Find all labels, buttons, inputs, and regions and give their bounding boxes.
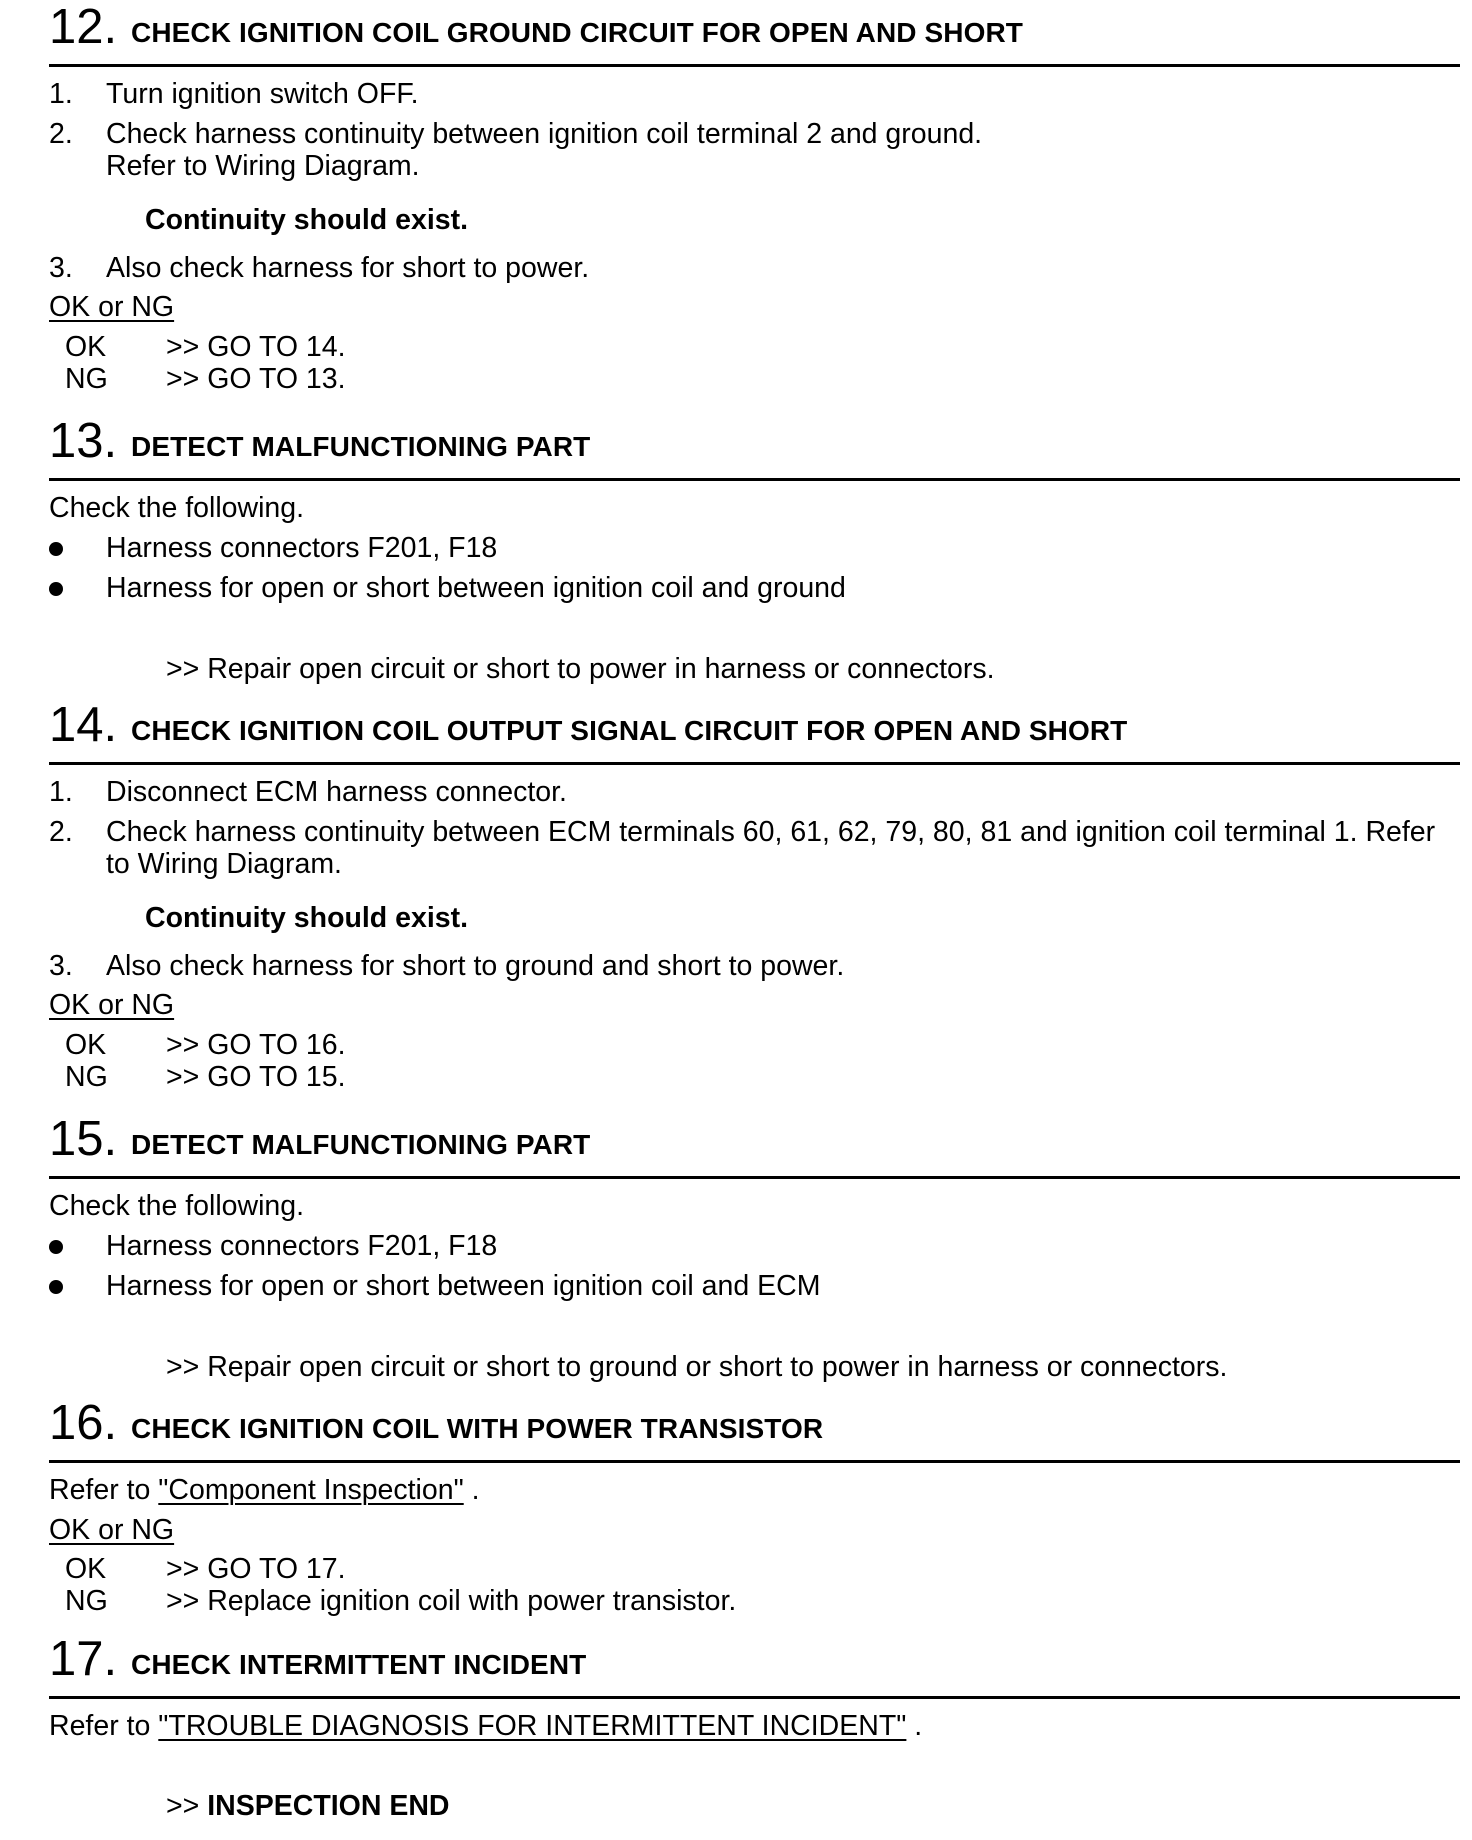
step-12: 12. CHECK IGNITION COIL GROUND CIRCUIT FOR OPEN AND SHORT 1. Turn ignition switch OFF. 2. Check harness continuity between ignition coil terminal 2 and ground. Refer to Wiring Diagram. Continuity should exist. 3. Also check harness for short to power. OK or NG OK >> GO TO 14. NG >> GO TO 13. bbox=[49, 0, 1460, 400]
bullet-icon bbox=[49, 582, 63, 596]
step-12-header bbox=[49, 0, 1460, 67]
step-14-header bbox=[49, 698, 1460, 765]
intro-text: Check the following. bbox=[49, 1190, 305, 1222]
bullet-icon bbox=[49, 1280, 63, 1294]
step-16: 16. CHECK IGNITION COIL WITH POWER TRANSISTOR Refer to "Component Inspection" . OK or NG OK >> GO TO 17. NG >> Replace ignition coil with power transistor. bbox=[49, 1396, 1460, 1616]
step-number: 16. bbox=[49, 1396, 118, 1450]
component-inspection-link[interactable]: "Component Inspection" bbox=[158, 1474, 464, 1506]
step-14: 14. CHECK IGNITION COIL OUTPUT SIGNAL CIRCUIT FOR OPEN AND SHORT 1. Disconnect ECM harness connector. 2. Check harness continuity between ECM terminals 60, 61, 62, 79, 80, 81 and ignition coil terminal 1. Refer to Wiring Diagram. Continuity should exist. 3. Also check harness for short to ground and short to power. OK or NG OK >> GO TO 16. NG >> GO TO 15. bbox=[49, 698, 1460, 1098]
action-text: >> Repair open circuit or short to power in harness or connectors. bbox=[166, 653, 995, 685]
trouble-diagnosis-link[interactable]: "TROUBLE DIAGNOSIS FOR INTERMITTENT INCIDENT" bbox=[158, 1710, 907, 1742]
spec-note: Continuity should exist. bbox=[145, 204, 469, 236]
refer-line: Refer to "TROUBLE DIAGNOSIS FOR INTERMITTENT INCIDENT" . bbox=[49, 1710, 923, 1742]
inspection-end: >> INSPECTION END bbox=[166, 1790, 450, 1822]
step-17 bbox=[49, 1632, 1460, 1832]
step-number: 17. bbox=[49, 1632, 118, 1686]
step-title: CHECK IGNITION COIL OUTPUT SIGNAL CIRCUIT FOR OPEN AND SHORT bbox=[131, 715, 1128, 746]
step-16-header bbox=[49, 1396, 1460, 1463]
step-15-header bbox=[49, 1112, 1460, 1179]
bullet-icon bbox=[49, 1240, 63, 1254]
intro-text: Check the following. bbox=[49, 492, 305, 524]
bullet-icon bbox=[49, 542, 63, 556]
ok-or-ng-label: OK or NG bbox=[49, 291, 175, 323]
step-13: 13. DETECT MALFUNCTIONING PART Check the following. Harness connectors F201, F18 Harness for open or short between ignition coil and ground >> Repair open circuit or short to power in harness or connectors. bbox=[49, 414, 1460, 694]
step-number: 13. bbox=[49, 414, 118, 468]
step-13-header bbox=[49, 414, 1460, 481]
step-title: DETECT MALFUNCTIONING PART bbox=[131, 1129, 591, 1160]
step-number: 14. bbox=[49, 698, 118, 752]
step-number: 12. bbox=[49, 0, 118, 54]
step-title: CHECK INTERMITTENT INCIDENT bbox=[131, 1649, 587, 1680]
step-17-header bbox=[49, 1632, 1460, 1699]
step-title: CHECK IGNITION COIL WITH POWER TRANSISTOR bbox=[131, 1413, 824, 1444]
step-number: 15. bbox=[49, 1112, 118, 1166]
step-15: 15. DETECT MALFUNCTIONING PART Check the following. Harness connectors F201, F18 Harness for open or short between ignition coil and ECM >> Repair open circuit or short to ground or short to power in harness or connectors. bbox=[49, 1112, 1460, 1392]
ok-or-ng-label: OK or NG bbox=[49, 989, 175, 1021]
step-title: DETECT MALFUNCTIONING PART bbox=[131, 431, 591, 462]
action-text: >> Repair open circuit or short to ground or short to power in harness or connectors. bbox=[166, 1351, 1228, 1383]
refer-line: Refer to "Component Inspection" . bbox=[49, 1474, 480, 1506]
ok-or-ng-label: OK or NG bbox=[49, 1514, 175, 1546]
step-title: CHECK IGNITION COIL GROUND CIRCUIT FOR OPEN AND SHORT bbox=[131, 17, 1023, 48]
spec-note: Continuity should exist. bbox=[145, 902, 469, 934]
